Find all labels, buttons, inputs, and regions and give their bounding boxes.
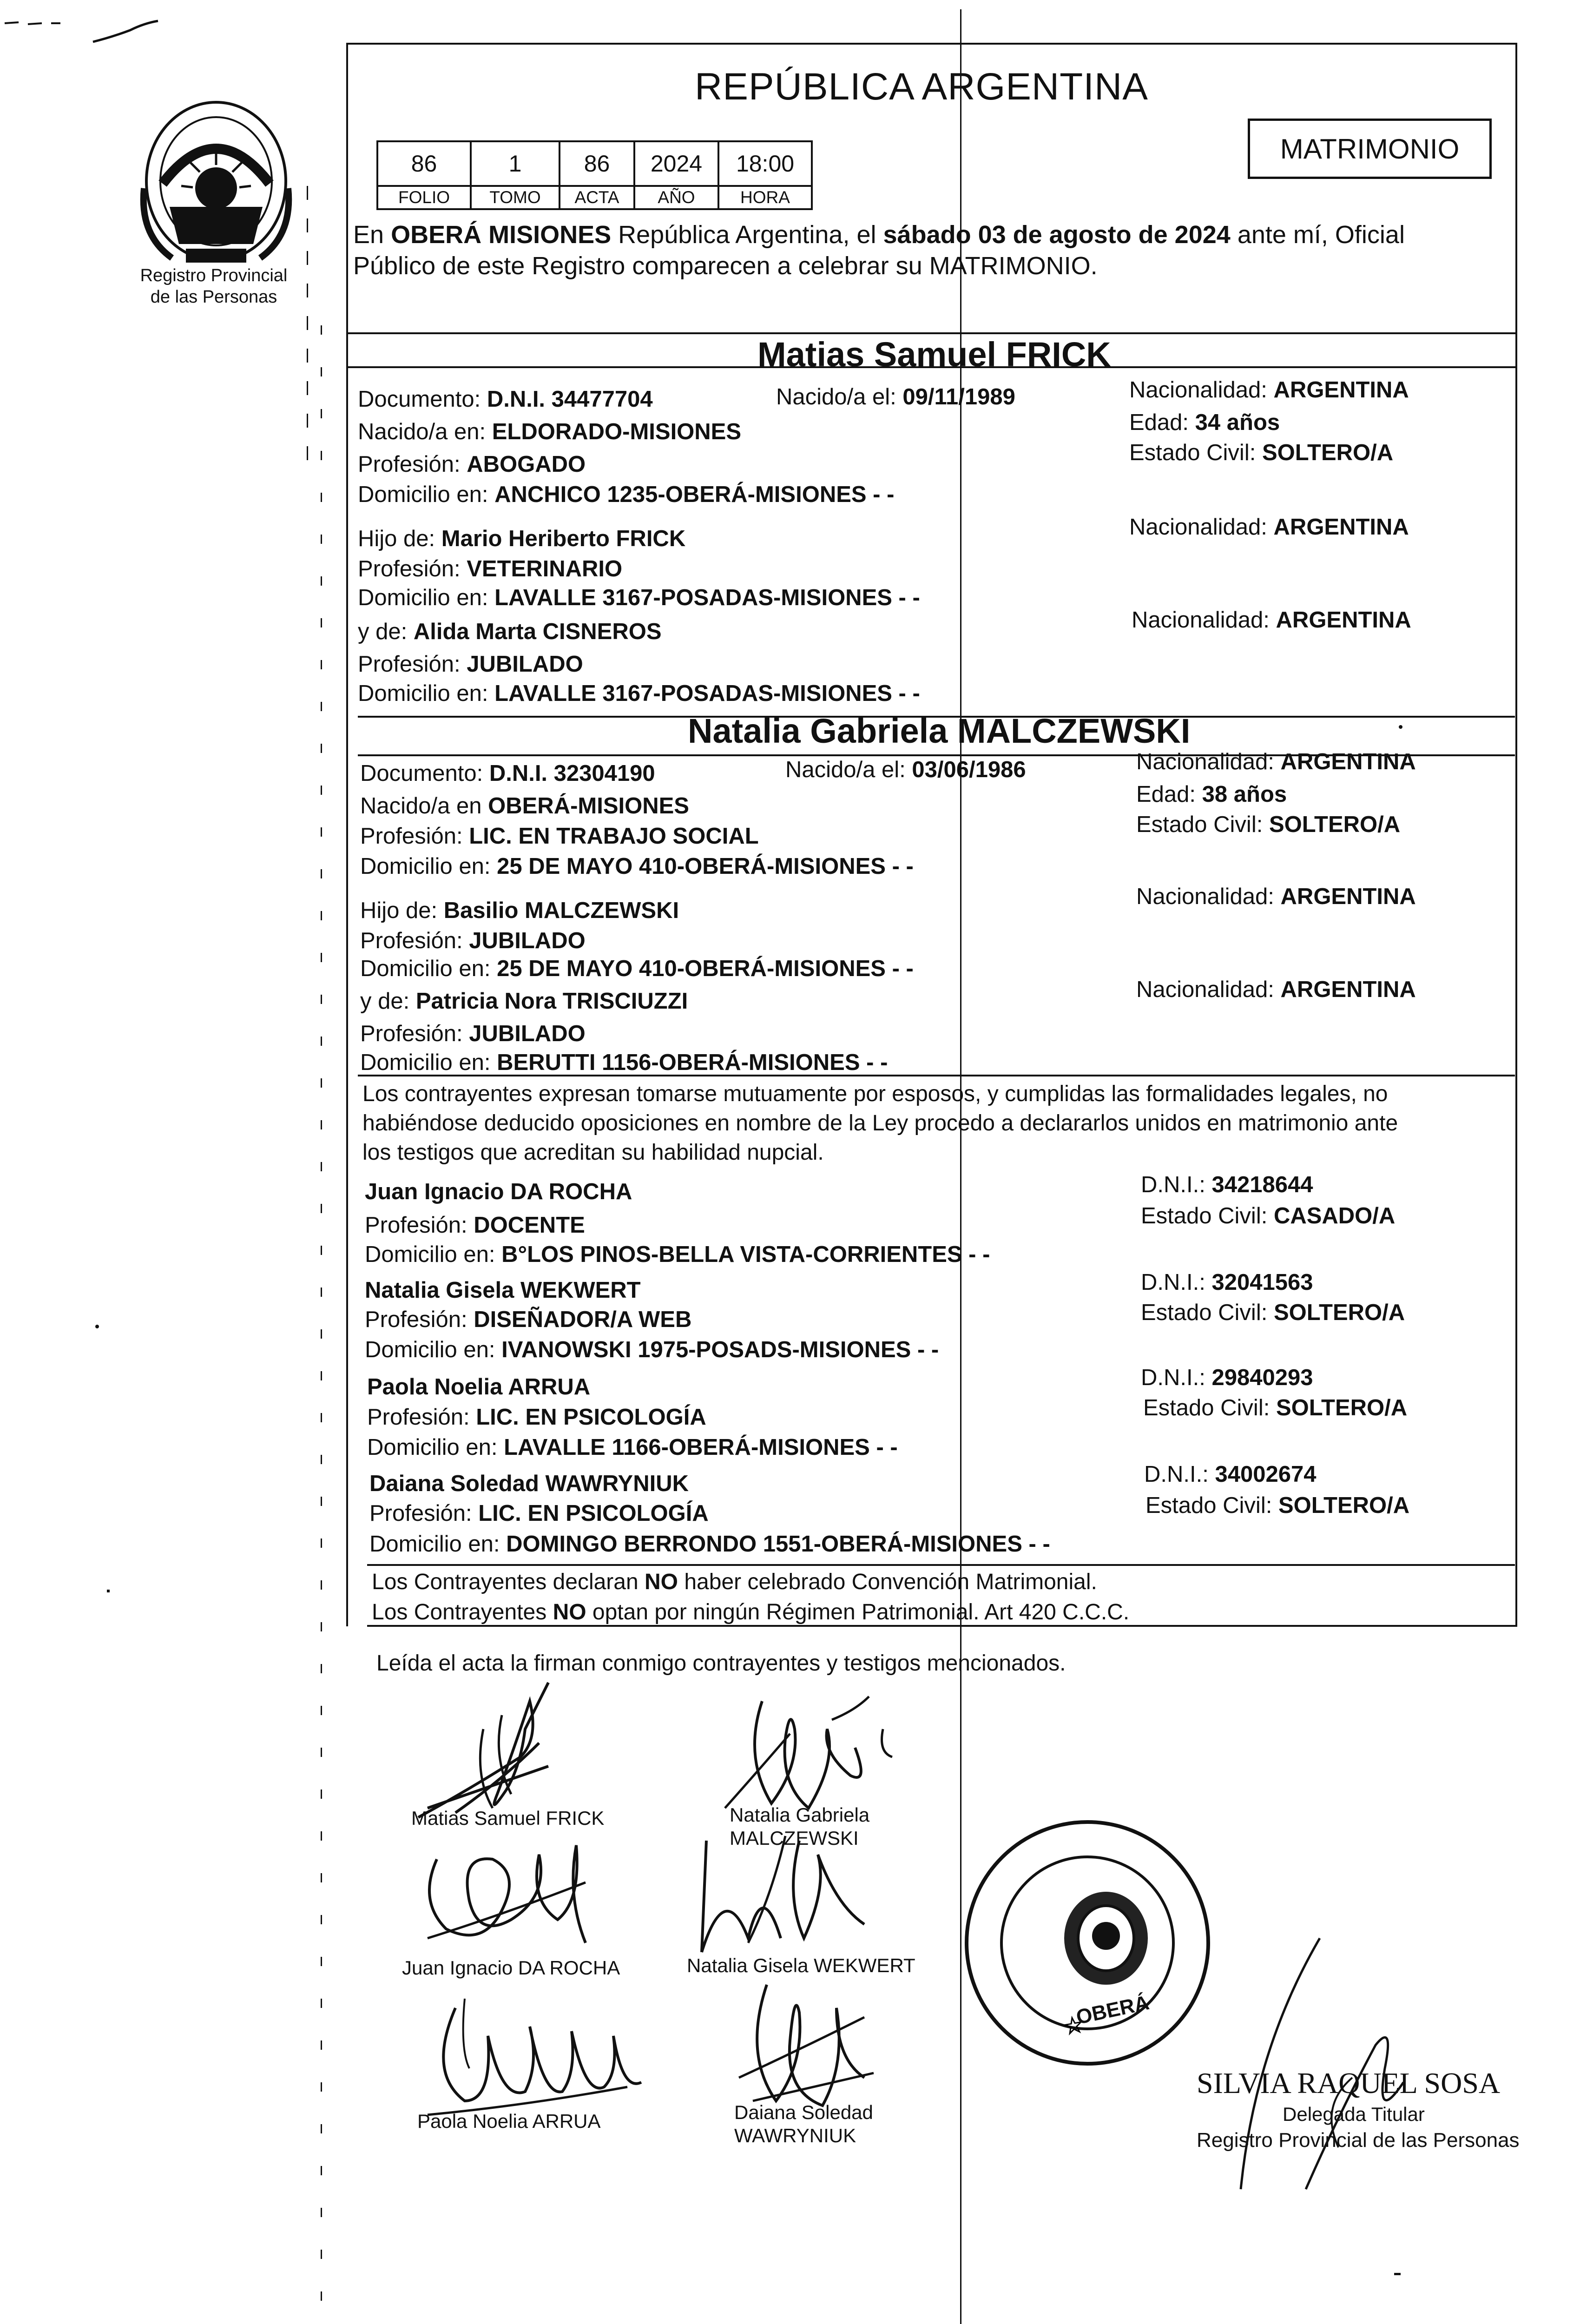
margin-line-left	[307, 186, 308, 465]
s2-father-prof-label: Profesión:	[360, 928, 469, 953]
w1-addr	[365, 1243, 990, 1266]
w3-prof	[367, 1406, 706, 1429]
w2-dni-label: D.N.I.:	[1141, 1270, 1212, 1295]
s2-birth-value: 03/06/1986	[912, 757, 1026, 782]
w3-dni	[1141, 1367, 1313, 1389]
s1-civil-label: Estado Civil:	[1129, 440, 1262, 465]
declaration-line-3: los testigos que acreditan su habilidad nupcial.	[362, 1140, 824, 1165]
s2-addr	[360, 855, 914, 878]
s1-mother-prof-value: JUBILADO	[467, 652, 583, 677]
s1-doc-value: D.N.I. 34477704	[487, 387, 653, 412]
intro-place: OBERÁ MISIONES	[391, 221, 612, 249]
w1-civil-label: Estado Civil:	[1141, 1203, 1274, 1228]
scan-mark-3	[1394, 2273, 1401, 2275]
s2-nat	[1136, 751, 1416, 773]
s2-mother-addr-value: BERUTTI 1156-OBERÁ-MISIONES - -	[497, 1050, 888, 1075]
s1-born-label: Nacido/a en:	[358, 419, 492, 444]
acta-value: 86	[559, 140, 635, 187]
declaration-line-1: Los contrayentes expresan tomarse mutuamente por esposos, y cumplidas las formalidades legales, no	[362, 1082, 1388, 1106]
sig-caption-natalia-2: MALCZEWSKI	[730, 1827, 859, 1849]
w2-prof-value: DISEÑADOR/A WEB	[474, 1307, 692, 1332]
s2-father-value: Basilio MALCZEWSKI	[443, 898, 679, 923]
intro-post: ante mí, Oficial	[1230, 221, 1405, 249]
signature-matias	[400, 1673, 632, 1827]
s1-born-value: ELDORADO-MISIONES	[492, 419, 742, 444]
s2-father-prof-value: JUBILADO	[469, 928, 586, 953]
declaration-line-2: habiéndose deducido oposiciones en nombre de la Ley procedo a declararlos unidos en matrimonio ante	[362, 1111, 1398, 1136]
w4-prof-label: Profesión:	[369, 1501, 479, 1526]
svg-text:☆: ☆	[1060, 2011, 1086, 2040]
s2-mother-nat-value: ARGENTINA	[1280, 977, 1416, 1002]
s1-mother-nat	[1132, 609, 1411, 632]
w4-dni	[1144, 1463, 1316, 1486]
s1-doc	[358, 388, 653, 411]
scan-mark-1	[95, 1325, 99, 1328]
s2-prof-value: LIC. EN TRABAJO SOCIAL	[469, 824, 759, 849]
s2-nat-label: Nacionalidad:	[1136, 749, 1281, 774]
s1-doc-label: Documento:	[358, 387, 487, 412]
s2-age-value: 38 años	[1202, 782, 1287, 807]
s1-father-nat-value: ARGENTINA	[1273, 515, 1409, 540]
intro-pre: En	[353, 221, 391, 249]
s1-father-label: Hijo de:	[358, 526, 441, 551]
s2-mother-nat	[1136, 978, 1416, 1001]
w4-addr	[369, 1533, 1050, 1556]
w1-civil-value: CASADO/A	[1273, 1203, 1396, 1228]
s2-father-prof	[360, 930, 586, 952]
w3-civil	[1143, 1397, 1407, 1419]
intro-line-2: Público de este Registro comparecen a celebrar su MATRIMONIO.	[353, 252, 1098, 280]
s1-mother-value: Alida Marta CISNEROS	[413, 619, 662, 644]
s1-nat	[1129, 379, 1409, 402]
s1-prof-label: Profesión:	[358, 452, 467, 477]
w2-civil-value: SOLTERO/A	[1273, 1300, 1405, 1325]
sig-caption-daiana	[734, 2101, 873, 2147]
w1-civil	[1141, 1205, 1395, 1228]
acta-label: ACTA	[559, 185, 635, 210]
registry-line-2: de las Personas	[150, 287, 277, 307]
w4-prof	[369, 1502, 709, 1525]
official-name: SILVIA RAQUEL SOSA	[1197, 2067, 1501, 2100]
s1-mother	[358, 621, 662, 643]
s2-mother-addr	[360, 1051, 888, 1074]
s2-mother-nat-label: Nacionalidad:	[1136, 977, 1281, 1002]
folio-label: FOLIO	[376, 185, 472, 210]
hora-value: 18:00	[718, 140, 813, 187]
w2-prof-label: Profesión:	[365, 1307, 474, 1332]
s2-age-label: Edad:	[1136, 782, 1202, 807]
s1-age	[1129, 411, 1280, 434]
s1-father	[358, 528, 685, 550]
s2-mother-prof	[360, 1023, 586, 1045]
reg-post: optan por ningún Régimen Patrimonial. Art 420 C.C.C.	[586, 1600, 1130, 1624]
s2-mother-value: Patricia Nora TRISCIUZZI	[415, 989, 688, 1014]
w1-dni-label: D.N.I.:	[1141, 1172, 1212, 1197]
spouse1-name: Matias Samuel FRICK	[757, 335, 1111, 374]
corner-scribble	[0, 9, 167, 46]
w4-prof-value: LIC. EN PSICOLOGÍA	[478, 1501, 709, 1526]
s2-age	[1136, 783, 1287, 806]
official-seal	[957, 1813, 1218, 2073]
w3-addr	[367, 1436, 898, 1459]
note-convention	[372, 1571, 1097, 1593]
intro-mid: República Argentina, el	[611, 221, 883, 249]
w3-dni-value: 29840293	[1211, 1365, 1313, 1390]
s2-prof-label: Profesión:	[360, 824, 469, 849]
s1-mother-label: y de:	[358, 619, 414, 644]
scan-mark-4	[107, 1590, 110, 1592]
w4-civil-value: SOLTERO/A	[1278, 1493, 1410, 1518]
s2-born-label: Nacido/a en	[360, 793, 488, 819]
w2-prof	[365, 1308, 691, 1331]
w1-addr-label: Domicilio en:	[365, 1242, 502, 1267]
w1-prof-label: Profesión:	[365, 1213, 474, 1238]
w2-dni-value: 32041563	[1211, 1270, 1313, 1295]
tomo-label: TOMO	[470, 185, 560, 210]
s2-doc-label: Documento:	[360, 761, 489, 786]
conv-pre: Los Contrayentes declaran	[372, 1570, 645, 1594]
w4-addr-label: Domicilio en:	[369, 1532, 507, 1557]
sig-caption-juan: Juan Ignacio DA ROCHA	[402, 1957, 620, 1979]
s1-born	[358, 421, 741, 443]
s1-father-addr	[358, 587, 920, 609]
hora-label: HORA	[718, 185, 813, 210]
w2-addr-label: Domicilio en:	[365, 1337, 502, 1362]
w4-dni-label: D.N.I.:	[1144, 1462, 1215, 1487]
s2-addr-label: Domicilio en:	[360, 854, 497, 879]
conv-post: haber celebrado Convención Matrimonial.	[678, 1570, 1097, 1594]
s2-father-addr	[360, 957, 914, 980]
s1-birth-value: 09/11/1989	[902, 384, 1015, 409]
w1-dni-value: 34218644	[1211, 1172, 1313, 1197]
w2-civil	[1141, 1301, 1405, 1324]
w1-dni	[1141, 1174, 1313, 1196]
note-regime	[372, 1601, 1129, 1624]
s1-father-nat-label: Nacionalidad:	[1129, 515, 1274, 540]
signature-daiana	[725, 1971, 911, 2119]
conv-no: NO	[645, 1570, 678, 1594]
tomo-value: 1	[470, 140, 560, 187]
s1-addr	[358, 483, 894, 506]
w1-addr-value: B°LOS PINOS-BELLA VISTA-CORRIENTES - -	[501, 1242, 990, 1267]
reg-no: NO	[553, 1600, 586, 1624]
document-type: MATRIMONIO	[1280, 133, 1460, 165]
seal-place: OBERÁ	[1074, 1991, 1152, 2029]
s2-mother-addr-label: Domicilio en:	[360, 1050, 497, 1075]
w4-name: Daiana Soledad WAWRYNIUK	[369, 1471, 689, 1496]
signature-paola	[409, 1980, 651, 2124]
s2-father-label: Hijo de:	[360, 898, 444, 923]
country-title: REPÚBLICA ARGENTINA	[695, 66, 1148, 108]
s1-prof-value: ABOGADO	[467, 452, 586, 477]
s2-father-nat-label: Nacionalidad:	[1136, 884, 1281, 909]
reg-pre: Los Contrayentes	[372, 1600, 553, 1624]
s1-mother-nat-value: ARGENTINA	[1276, 607, 1411, 633]
s2-birth	[785, 759, 1026, 781]
s2-father-addr-label: Domicilio en:	[360, 956, 497, 981]
s2-birth-label: Nacido/a el:	[785, 757, 912, 782]
w3-addr-label: Domicilio en:	[367, 1435, 504, 1460]
s2-father-nat-value: ARGENTINA	[1280, 884, 1416, 909]
frame-rule-notes	[367, 1564, 1515, 1566]
w2-dni	[1141, 1271, 1313, 1294]
w3-addr-value: LAVALLE 1166-OBERÁ-MISIONES - -	[504, 1435, 898, 1460]
official-org: Registro Provincial de las Personas	[1197, 2129, 1520, 2152]
s1-father-value: Mario Heriberto FRICK	[441, 526, 686, 551]
s2-mother	[360, 990, 688, 1013]
w2-addr	[365, 1339, 939, 1361]
s1-civil-value: SOLTERO/A	[1262, 440, 1394, 465]
intro-line-1	[353, 222, 1405, 247]
s2-father-nat	[1136, 885, 1416, 908]
spouse2-name: Natalia Gabriela MALCZEWSKI	[688, 712, 1191, 750]
s2-civil-value: SOLTERO/A	[1269, 812, 1401, 837]
registry-label	[130, 265, 297, 308]
s2-mother-label: y de:	[360, 989, 416, 1014]
s1-mother-prof-label: Profesión:	[358, 652, 467, 677]
w3-name: Paola Noelia ARRUA	[367, 1374, 591, 1400]
w3-prof-label: Profesión:	[367, 1405, 476, 1430]
logo-lettering	[135, 95, 140, 96]
frame-rule-header	[346, 332, 1517, 334]
signature-juan	[409, 1827, 613, 1966]
sig-caption-gisela: Natalia Gisela WEKWERT	[687, 1954, 915, 1976]
intro-date: sábado 03 de agosto de 2024	[883, 221, 1231, 249]
s2-addr-value: 25 DE MAYO 410-OBERÁ-MISIONES - -	[497, 854, 914, 879]
s1-mother-nat-label: Nacionalidad:	[1132, 607, 1276, 633]
sig-caption-daiana-1: Daiana Soledad	[734, 2101, 873, 2123]
s1-age-value: 34 años	[1195, 410, 1280, 435]
s2-mother-prof-label: Profesión:	[360, 1021, 469, 1046]
s1-age-label: Edad:	[1129, 410, 1195, 435]
frame-right	[1515, 43, 1517, 1626]
registry-line-1: Registro Provincial	[140, 266, 288, 285]
s1-mother-addr	[358, 682, 920, 705]
s1-birth-label: Nacido/a el:	[776, 384, 903, 409]
w2-civil-label: Estado Civil:	[1141, 1300, 1274, 1325]
sig-caption-paola: Paola Noelia ARRUA	[417, 2110, 601, 2132]
w3-civil-value: SOLTERO/A	[1276, 1395, 1408, 1420]
signature-gisela	[678, 1822, 883, 1961]
ano-label: AÑO	[633, 185, 719, 210]
province-logo	[135, 95, 297, 267]
s2-civil-label: Estado Civil:	[1136, 812, 1269, 837]
w4-dni-value: 34002674	[1215, 1462, 1317, 1487]
s2-father	[360, 899, 679, 922]
w2-addr-value: IVANOWSKI 1975-POSADS-MISIONES - -	[501, 1337, 939, 1362]
frame-top	[346, 43, 1517, 45]
s1-mother-prof	[358, 653, 583, 676]
sig-caption-daiana-2: WAWRYNIUK	[734, 2125, 856, 2146]
s1-mother-addr-value: LAVALLE 3167-POSADAS-MISIONES - -	[494, 681, 920, 706]
signature-natalia	[716, 1692, 911, 1822]
s2-mother-prof-value: JUBILADO	[469, 1021, 586, 1046]
closing-text: Leída el acta la firman conmigo contrayentes y testigos mencionados.	[376, 1651, 1066, 1676]
scan-mark-2	[1399, 725, 1402, 729]
w1-name: Juan Ignacio DA ROCHA	[365, 1179, 632, 1204]
sig-caption-natalia-1: Natalia Gabriela	[730, 1804, 870, 1826]
w4-civil	[1146, 1494, 1409, 1517]
s2-doc-value: D.N.I. 32304190	[489, 761, 655, 786]
w3-prof-value: LIC. EN PSICOLOGÍA	[476, 1405, 706, 1430]
sig-caption-matias: Matias Samuel FRICK	[411, 1807, 605, 1829]
s2-civil	[1136, 813, 1400, 836]
s1-father-addr-value: LAVALLE 3167-POSADAS-MISIONES - -	[494, 585, 920, 610]
s1-nat-value: ARGENTINA	[1273, 377, 1409, 403]
w2-name: Natalia Gisela WEKWERT	[365, 1278, 641, 1303]
official-title: Delegada Titular	[1283, 2103, 1425, 2125]
frame-left	[346, 43, 348, 1626]
w3-dni-label: D.N.I.:	[1141, 1365, 1212, 1390]
s1-prof	[358, 453, 586, 476]
frame-rule-close	[367, 1625, 1517, 1627]
s1-birth	[776, 386, 1015, 409]
s2-born	[360, 795, 689, 818]
s1-father-nat	[1129, 516, 1409, 539]
ano-value: 2024	[633, 140, 719, 187]
w4-civil-label: Estado Civil:	[1146, 1493, 1278, 1518]
w1-prof	[365, 1214, 585, 1237]
s1-father-prof-label: Profesión:	[358, 556, 467, 581]
s1-father-addr-label: Domicilio en:	[358, 585, 495, 610]
w4-addr-value: DOMINGO BERRONDO 1551-OBERÁ-MISIONES - -	[506, 1532, 1050, 1557]
s1-father-prof-value: VETERINARIO	[467, 556, 623, 581]
w3-civil-label: Estado Civil:	[1143, 1395, 1276, 1420]
folio-value: 86	[376, 140, 472, 187]
s1-father-prof	[358, 558, 622, 581]
s1-civil	[1129, 442, 1393, 464]
s2-doc	[360, 762, 655, 785]
s1-mother-addr-label: Domicilio en:	[358, 681, 495, 706]
s2-father-addr-value: 25 DE MAYO 410-OBERÁ-MISIONES - -	[497, 956, 914, 981]
w1-prof-value: DOCENTE	[474, 1213, 585, 1238]
margin-line-left-2	[321, 325, 322, 2324]
document-type-box	[1248, 119, 1492, 179]
s2-prof	[360, 825, 759, 848]
s1-addr-label: Domicilio en:	[358, 482, 495, 507]
s1-nat-label: Nacionalidad:	[1129, 377, 1274, 403]
s2-nat-value: ARGENTINA	[1280, 749, 1416, 774]
s2-born-value: OBERÁ-MISIONES	[488, 793, 689, 819]
s1-addr-value: ANCHICO 1235-OBERÁ-MISIONES - -	[494, 482, 895, 507]
